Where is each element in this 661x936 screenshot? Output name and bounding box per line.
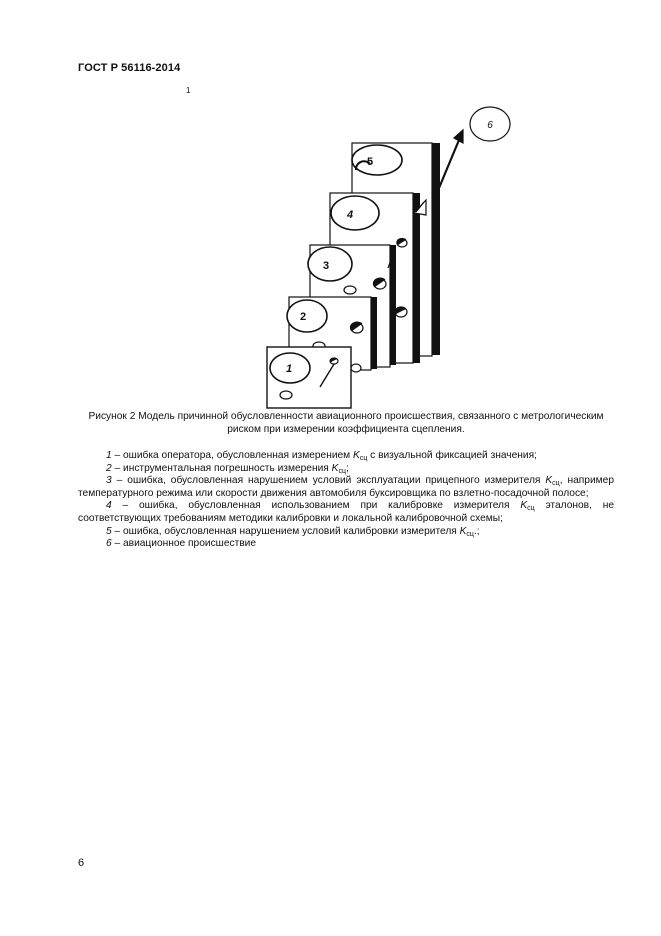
figure-caption: Рисунок 2 Модель причинной обусловленности авиационного происшествия, связанного с метрологическим риском при измерении коэффициента сцепления. [88,411,604,435]
block-label-4: 4 [346,209,354,221]
block-label-1: 1 [285,363,293,375]
outcome-label-6: 6 [487,120,493,131]
block-label-5: 5 [366,156,374,168]
block-label-2: 2 [299,311,307,323]
legend-item: 2 – инструментальная погрешность измерения $K_{сц}$; [106,462,349,475]
legend-item: 3 – ошибка, обусловленная нарушением условий эксплуатации прицепного измерителя $K_{сц}$, например температурного режима или скорости движения автомобиля буксировщика по взлетно-посадочной полосе; [78,475,614,499]
legend-item: 5 – ошибка, обусловленная нарушением условий калибровки измерителя $K_{сц}$.; [106,525,480,538]
outcome-node [470,107,510,141]
block-label-3: 3 [322,260,330,272]
legend-item: 1 – ошибка оператора, обусловленная измерением $K_{сц}$ с визуальной фиксацией значения; [106,450,537,462]
legend-item: 4 – ошибка, обусловленная использованием при калибровке измерителя $K_{сц}$ эталонов, не соответствующих требованиям методики калибровки и локальной калибровочной схемы; [78,500,615,524]
page-number: 6 [78,857,85,869]
block-1 [267,347,361,408]
legend-item: 6 – авиационное происшествие [106,538,257,550]
stray-mark: 1 [186,86,191,95]
document-header: ГОСТ Р 56116-2014 [78,62,181,74]
figure-legend [78,450,614,551]
causation-diagram [250,100,520,410]
